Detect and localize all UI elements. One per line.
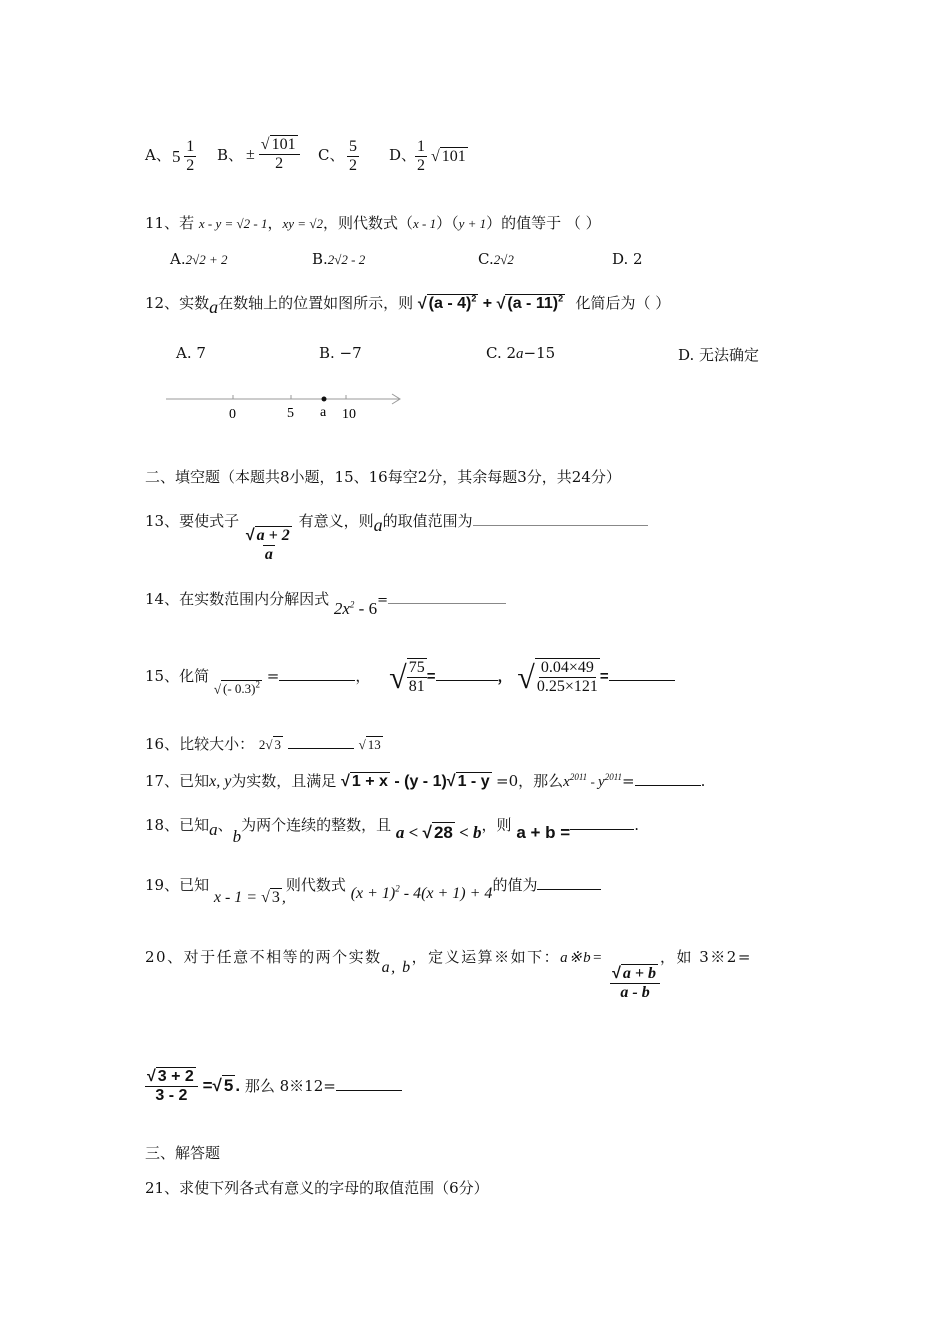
q15-answer-1[interactable] [279,680,355,681]
q15-answer-3[interactable] [609,680,675,681]
q14-answer-blank[interactable] [388,603,506,604]
q13-prefix: 13、要使式子 [145,512,240,530]
q11-option-c: C.2√2 [478,250,514,268]
q18-var-b: b [232,827,242,846]
q18-var-a: a [209,820,218,839]
q19-tail: 的值为 [492,876,538,894]
q12-option-b: B. −7 [319,344,362,362]
q12-option-c: C. 2a−15 [486,344,556,362]
q15-sep: ， [355,667,371,686]
q17-answer-blank[interactable] [635,785,701,786]
q20-continued [145,1068,402,1106]
q13-var: a [373,515,383,535]
q15-eq-2: = [426,668,436,686]
q11-prefix: 11、若 [145,214,195,232]
point-a [322,397,327,402]
q10-option-b-value: ± $\frac{√ 101}{2}$ [246,136,300,174]
q13-text: 有意义，则 [298,512,374,530]
question-15 [145,658,675,697]
q16-left: 2√ 3 [258,737,282,752]
q19-answer-blank[interactable] [537,889,601,890]
q10-option-d-label: D、 [389,146,417,164]
q11-option-a: A.2√2 + 2 [170,250,228,268]
q12-tail: 化简后为（ ） [575,294,671,312]
question-19 [145,874,601,906]
q12-text: 在数轴上的位置如图所示，则 [218,294,414,312]
number-line [160,388,410,428]
q17-zero: =0，那么 [496,772,564,790]
q14-eq: = [377,593,388,608]
q10-option-d-value: $\frac{1}{2}$ √ 101 [417,138,466,175]
question-20 [145,946,752,1003]
q20-tail: 那么 8※12= [244,1076,336,1095]
q12-prefix: 12、实数 [145,294,210,312]
q15-expr-3: √ $\frac{0.04\times 49}{0.25\times 121}$ [517,658,598,696]
q13-answer-blank[interactable] [473,525,648,526]
q19-condition: x - 1 = √ 3 , [213,889,286,906]
q15-answer-2[interactable] [436,680,498,681]
q11-expr-a: x - 1 [412,216,437,231]
q20-example-intro: ，如 3※2= [660,948,752,966]
q12-option-d: D. 无法确定 [678,346,760,364]
q11-text-mid2: ）（ [436,214,459,232]
q16-right: √ 13 [358,737,381,752]
q20-definition: $\frac{√ a + b}{a - b}$ [610,965,660,1003]
axis-label-10: 10 [342,407,356,422]
q12-expression: √ (a - 4)$^2$ + √ (a - 11)$^2$ [417,293,564,312]
q18-sum: a + b = [516,823,571,842]
q19-text: 则代数式 [285,876,346,894]
q15-eq-3: = [599,668,609,686]
q17-prefix: 17、已知 [145,772,210,790]
q11-option-d: D. 2 [612,250,643,268]
q18-comma: ，则 [481,816,512,834]
q18-prefix: 18、已知 [145,816,210,834]
q17-target: $x^{2011} - y^{2011}$ [563,772,623,790]
q18-answer-blank[interactable] [570,829,634,830]
question-18 [145,814,639,846]
q15-prefix: 15、化简 [145,667,210,686]
q16-prefix: 16、比较大小： [145,735,255,753]
q11-condition-2: xy = √2 [282,216,323,231]
question-17 [145,770,705,791]
question-11 [145,212,601,233]
q10-option-c-label: C、 [318,146,345,164]
q20-answer-blank[interactable] [336,1090,402,1091]
q17-end: . [700,772,706,790]
question-14 [145,588,506,618]
q20-vars: a, b [381,959,412,976]
question-12 [145,292,671,317]
q10-option-b-label: B、 [217,146,244,164]
q20-op: a※b= [560,950,604,966]
question-13 [145,510,648,565]
q15-sep-2: ， [497,668,513,686]
q15-expr-1: √ (- 0.3)$^2$ [213,679,261,697]
q10-option-c-value: $\frac{5}{2}$ [349,138,357,175]
q17-vars: x, y [209,773,232,790]
q18-sep: 、 [217,816,233,834]
q11-tail: ）的值等于 （ ） [486,214,601,232]
section-2-heading: 二、填空题（本题共8小题，15、16每空2分，其余每题3分，共24分） [145,468,621,486]
q10-option-a-label: A、 [145,146,171,164]
axis-label-5: 5 [287,406,294,421]
q11-expr-b: y + 1 [458,216,487,231]
q18-inequality: a < √ 28 < b [395,823,482,842]
q11-condition-1: x - y = √2 - 1 [198,216,268,231]
axis-label-0: 0 [229,407,236,422]
q15-eq-1: = [266,667,280,686]
question-16 [145,733,383,754]
question-21: 21、求使下列各式有意义的字母的取值范围（6分） [145,1179,489,1197]
q17-text: 为实数，且满足 [231,772,337,790]
q16-answer-blank[interactable] [288,748,354,749]
q17-equation: √ 1 + x - (y - 1)√ 1 - y [341,773,490,790]
q19-prefix: 19、已知 [145,876,210,894]
q10-option-a-value: 5 $\frac{1}{2}$ [172,138,195,175]
q13-expression: $\frac{√ a + 2}{a}$ [245,527,290,564]
q20-text: ，定义运算※如下： [411,948,561,966]
section-3-heading: 三、解答题 [145,1144,221,1162]
q13-tail: 的取值范围为 [382,512,473,530]
q20-example-result: =√ 5 . [202,1075,241,1095]
q11-text-mid: ，则代数式（ [322,214,413,232]
axis-label-a: a [320,405,327,420]
q18-end: . [634,816,639,834]
q18-text: 为两个连续的整数，且 [241,816,392,834]
q20-prefix: 20、对于任意不相等的两个实数 [145,948,382,966]
q11-sep-1: ， [267,214,283,232]
q12-var-a: a [209,297,219,317]
q12-option-a: A. 7 [176,344,206,362]
q17-eq: = [622,772,635,790]
q11-option-b: B.2√2 - 2 [312,250,366,268]
q14-expression: $2x^2 - 6$ [333,599,378,618]
q20-example: $\frac{√ 3 + 2}{3 - 2}$ [145,1068,198,1106]
q14-prefix: 14、在实数范围内分解因式 [145,590,330,608]
q15-expr-2: √ $\frac{75}{81}$ [389,658,425,696]
q19-expression: $(x + 1)^2 - 4(x + 1) + 4$ [350,883,493,902]
